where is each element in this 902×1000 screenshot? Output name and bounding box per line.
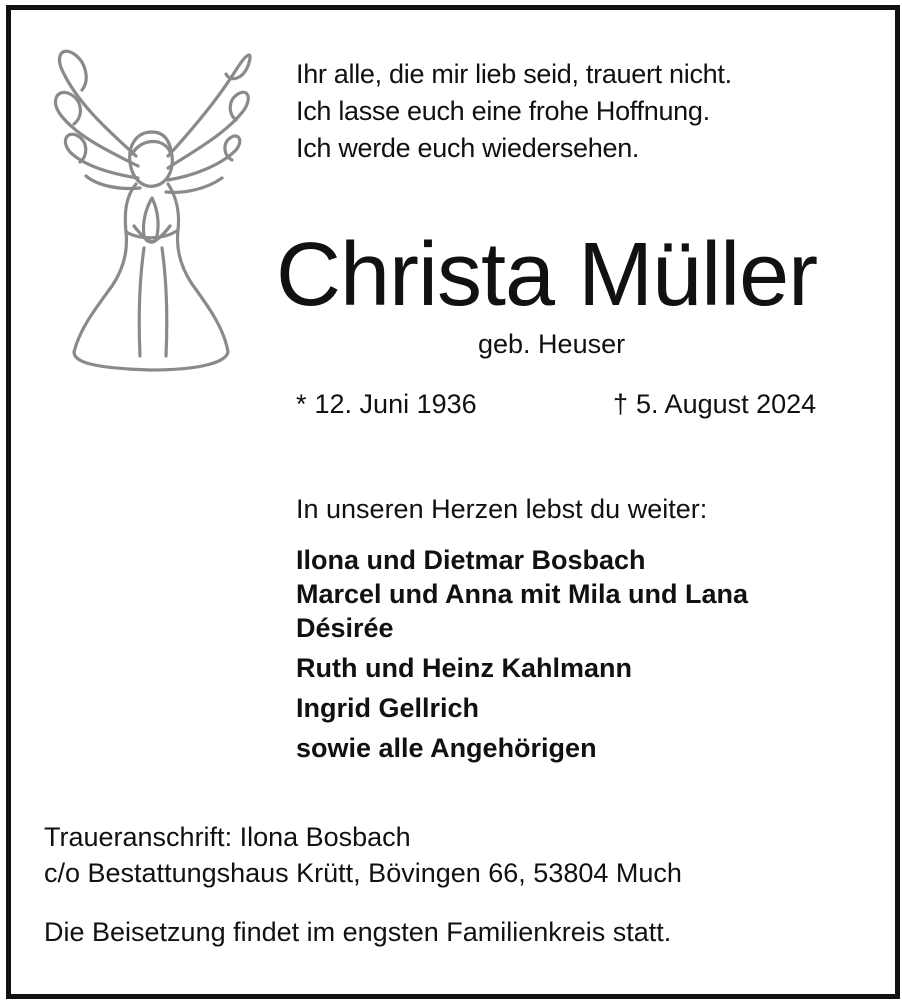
address-line: Traueranschrift: Ilona Bosbach — [44, 822, 411, 852]
death-cross-icon: † — [613, 389, 629, 419]
birth-name: geb. Heuser — [478, 329, 626, 359]
death-date-line — [613, 386, 816, 422]
praying-angel-icon — [40, 36, 264, 382]
birth-date: 12. Juni 1936 — [314, 389, 477, 419]
address-line: c/o Bestattungshaus Krütt, Bövingen 66, 53804 Much — [44, 858, 682, 888]
mourner-name: Ruth und Heinz Kahlmann — [296, 653, 632, 683]
poem-line: Ich werde euch wiedersehen. — [296, 133, 640, 163]
mourner-name: Marcel und Anna mit Mila und Lana — [296, 579, 749, 609]
mourners-intro: In unseren Herzen lebst du weiter: — [296, 494, 708, 524]
deceased-name: Christa Müller — [276, 225, 818, 325]
mourner-name: Ingrid Gellrich — [296, 693, 480, 723]
poem-line: Ihr alle, die mir lieb seid, trauert nicht. — [296, 59, 732, 89]
death-date: 5. August 2024 — [636, 389, 817, 419]
birth-date-line — [296, 386, 477, 422]
poem-verse — [296, 56, 732, 167]
mourner-name: Ilona und Dietmar Bosbach — [296, 545, 646, 575]
mourner-name: Désirée — [296, 613, 394, 643]
mourning-address — [44, 819, 682, 891]
burial-note: Die Beisetzung findet im engsten Familienkreis statt. — [44, 917, 672, 947]
birth-star-icon: * — [296, 389, 307, 419]
mourner-name: sowie alle Angehörigen — [296, 733, 597, 763]
poem-line: Ich lasse euch eine frohe Hoffnung. — [296, 96, 710, 126]
mourners-list — [296, 543, 748, 765]
